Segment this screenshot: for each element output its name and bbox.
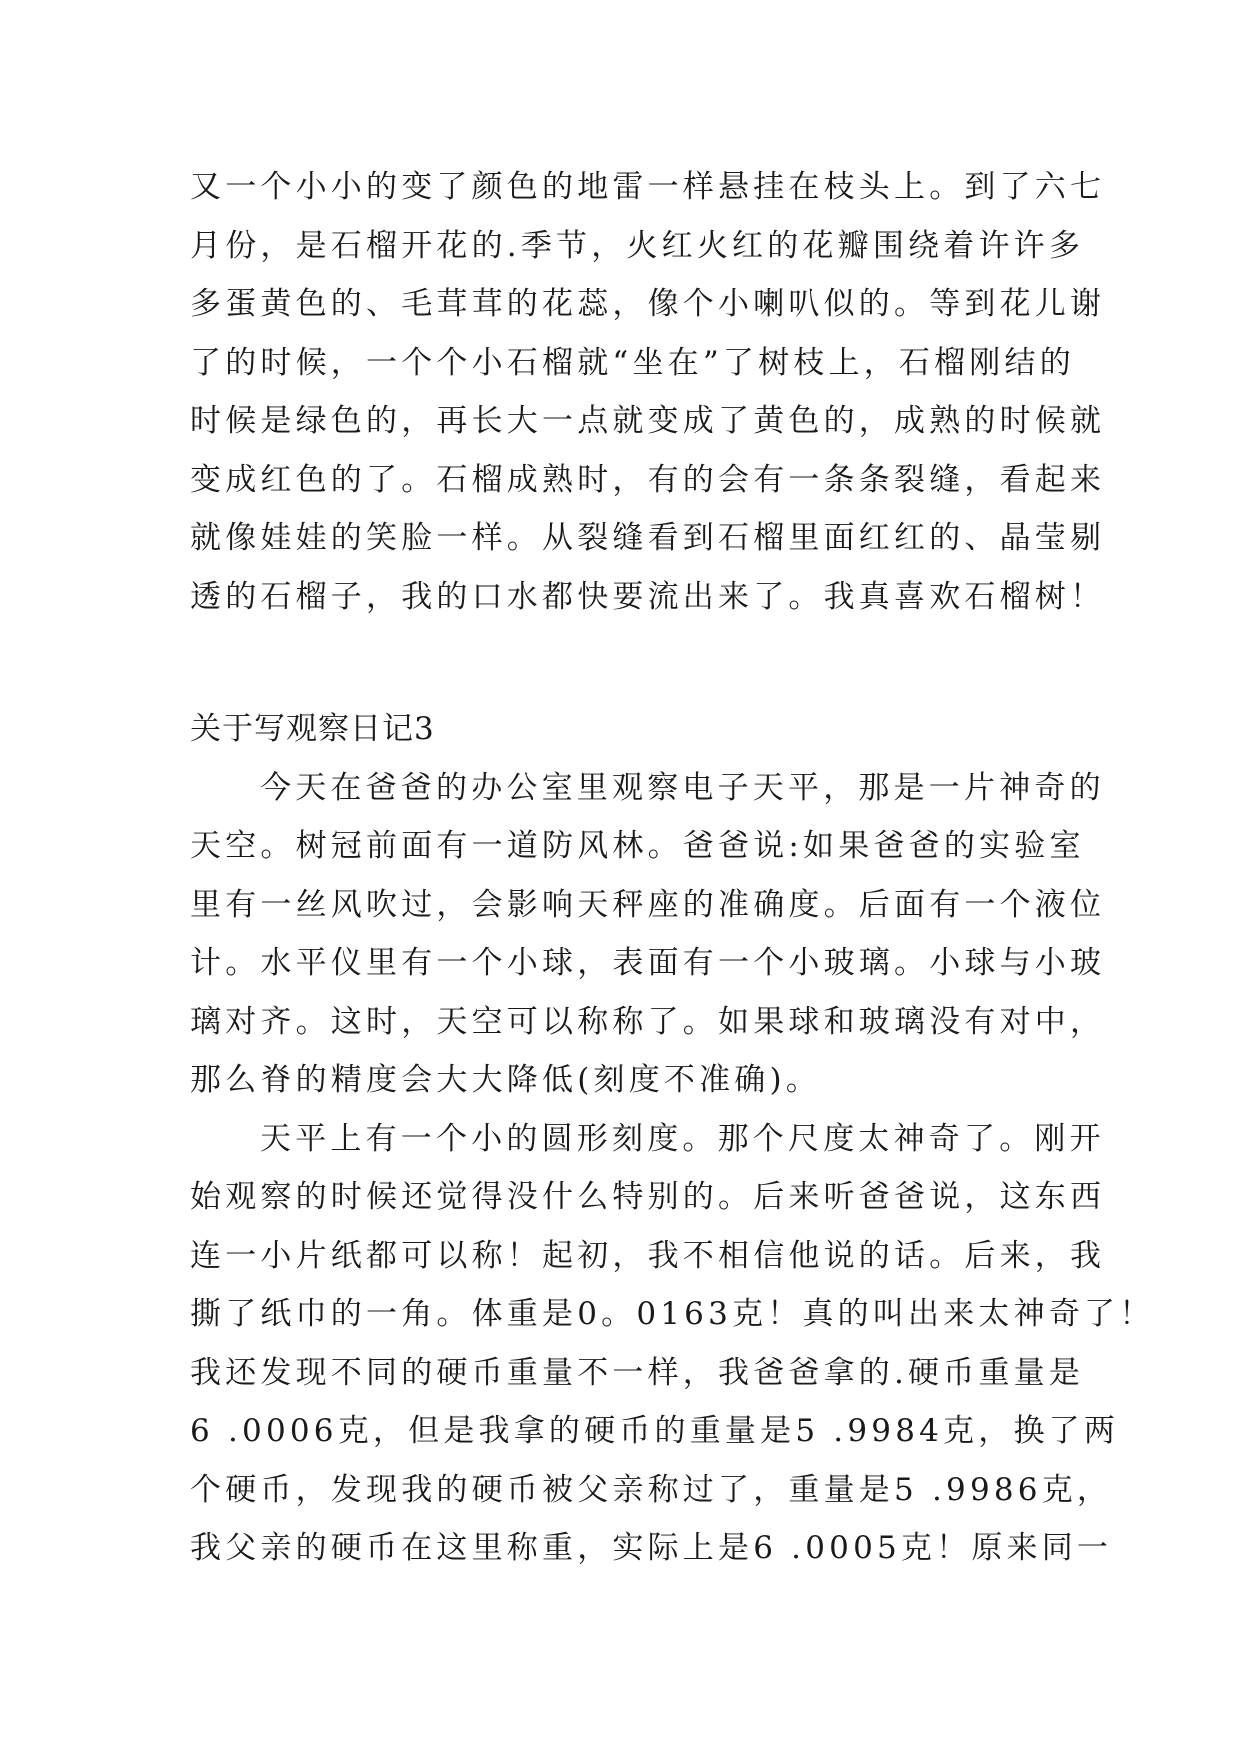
section-title: 关于写观察日记3	[190, 711, 435, 747]
text-line: 那么脊的精度会大大降低(刻度不准确)。	[190, 1062, 821, 1098]
text-line: 连一小片纸都可以称！起初，我不相信他说的话。后来，我	[190, 1237, 1106, 1274]
text-line: 又一个小小的变了颜色的地雷一样悬挂在枝头上。到了六七	[190, 169, 1106, 205]
text-line: 了的时候，一个个小石榴就“坐在”了树枝上，石榴刚结的	[190, 344, 1075, 381]
text-line: 计。水平仪里有一个小球，表面有一个小玻璃。小球与小玻	[190, 945, 1106, 981]
text-line: 我还发现不同的硬币重量不一样，我爸爸拿的.硬币重量是	[190, 1354, 1085, 1391]
text-line: 天空。树冠前面有一道防风林。爸爸说:如果爸爸的实验室	[190, 828, 1085, 864]
text-line: 个硬币，发现我的硬币被父亲称过了，重量是5 .9986克，	[190, 1471, 1113, 1508]
text-line: 6 .0006克，但是我拿的硬币的重量是5 .9984克，换了两	[190, 1413, 1120, 1449]
text-line: 天平上有一个小的圆形刻度。那个尺度太神奇了。刚开	[260, 1120, 1105, 1157]
text-line: 透的石榴子，我的口水都快要流出来了。我真喜欢石榴树！	[190, 578, 1106, 615]
text-line: 月份，是石榴开花的.季节，火红火红的花瓣围绕着许许多	[190, 227, 1085, 264]
text-line: 里有一丝风吹过，会影响天秤座的准确度。后面有一个液位	[190, 886, 1106, 923]
text-line: 我父亲的硬币在这里称重，实际上是6 .0005克！原来同一	[190, 1530, 1113, 1566]
text-line: 今天在爸爸的办公室里观察电子天平，那是一片神奇的	[260, 769, 1105, 806]
text-line: 变成红色的了。石榴成熟时，有的会有一条条裂缝，看起来	[190, 461, 1106, 498]
text-line: 就像娃娃的笑脸一样。从裂缝看到石榴里面红红的、晶莹剔	[190, 520, 1106, 556]
text-line: 时候是绿色的，再长大一点就变成了黄色的，成熟的时候就	[190, 403, 1106, 439]
paragraph-balance-intro	[190, 759, 1106, 1110]
text-line: 始观察的时候还觉得没什么特别的。后来听爸爸说，这东西	[190, 1179, 1106, 1215]
text-line: 璃对齐。这时，天空可以称称了。如果球和玻璃没有对中，	[190, 1003, 1106, 1040]
text-line: 多蛋黄色的、毛茸茸的花蕊，像个小喇叭似的。等到花儿谢	[190, 286, 1106, 322]
document-page	[190, 158, 1155, 1578]
paragraph-pomegranate	[190, 158, 1106, 626]
text-line: 撕了纸巾的一角。体重是0。0163克！真的叫出来太神奇了！	[190, 1296, 1155, 1332]
paragraph-balance-scale	[190, 1110, 1155, 1578]
section-spacer	[190, 626, 1060, 700]
